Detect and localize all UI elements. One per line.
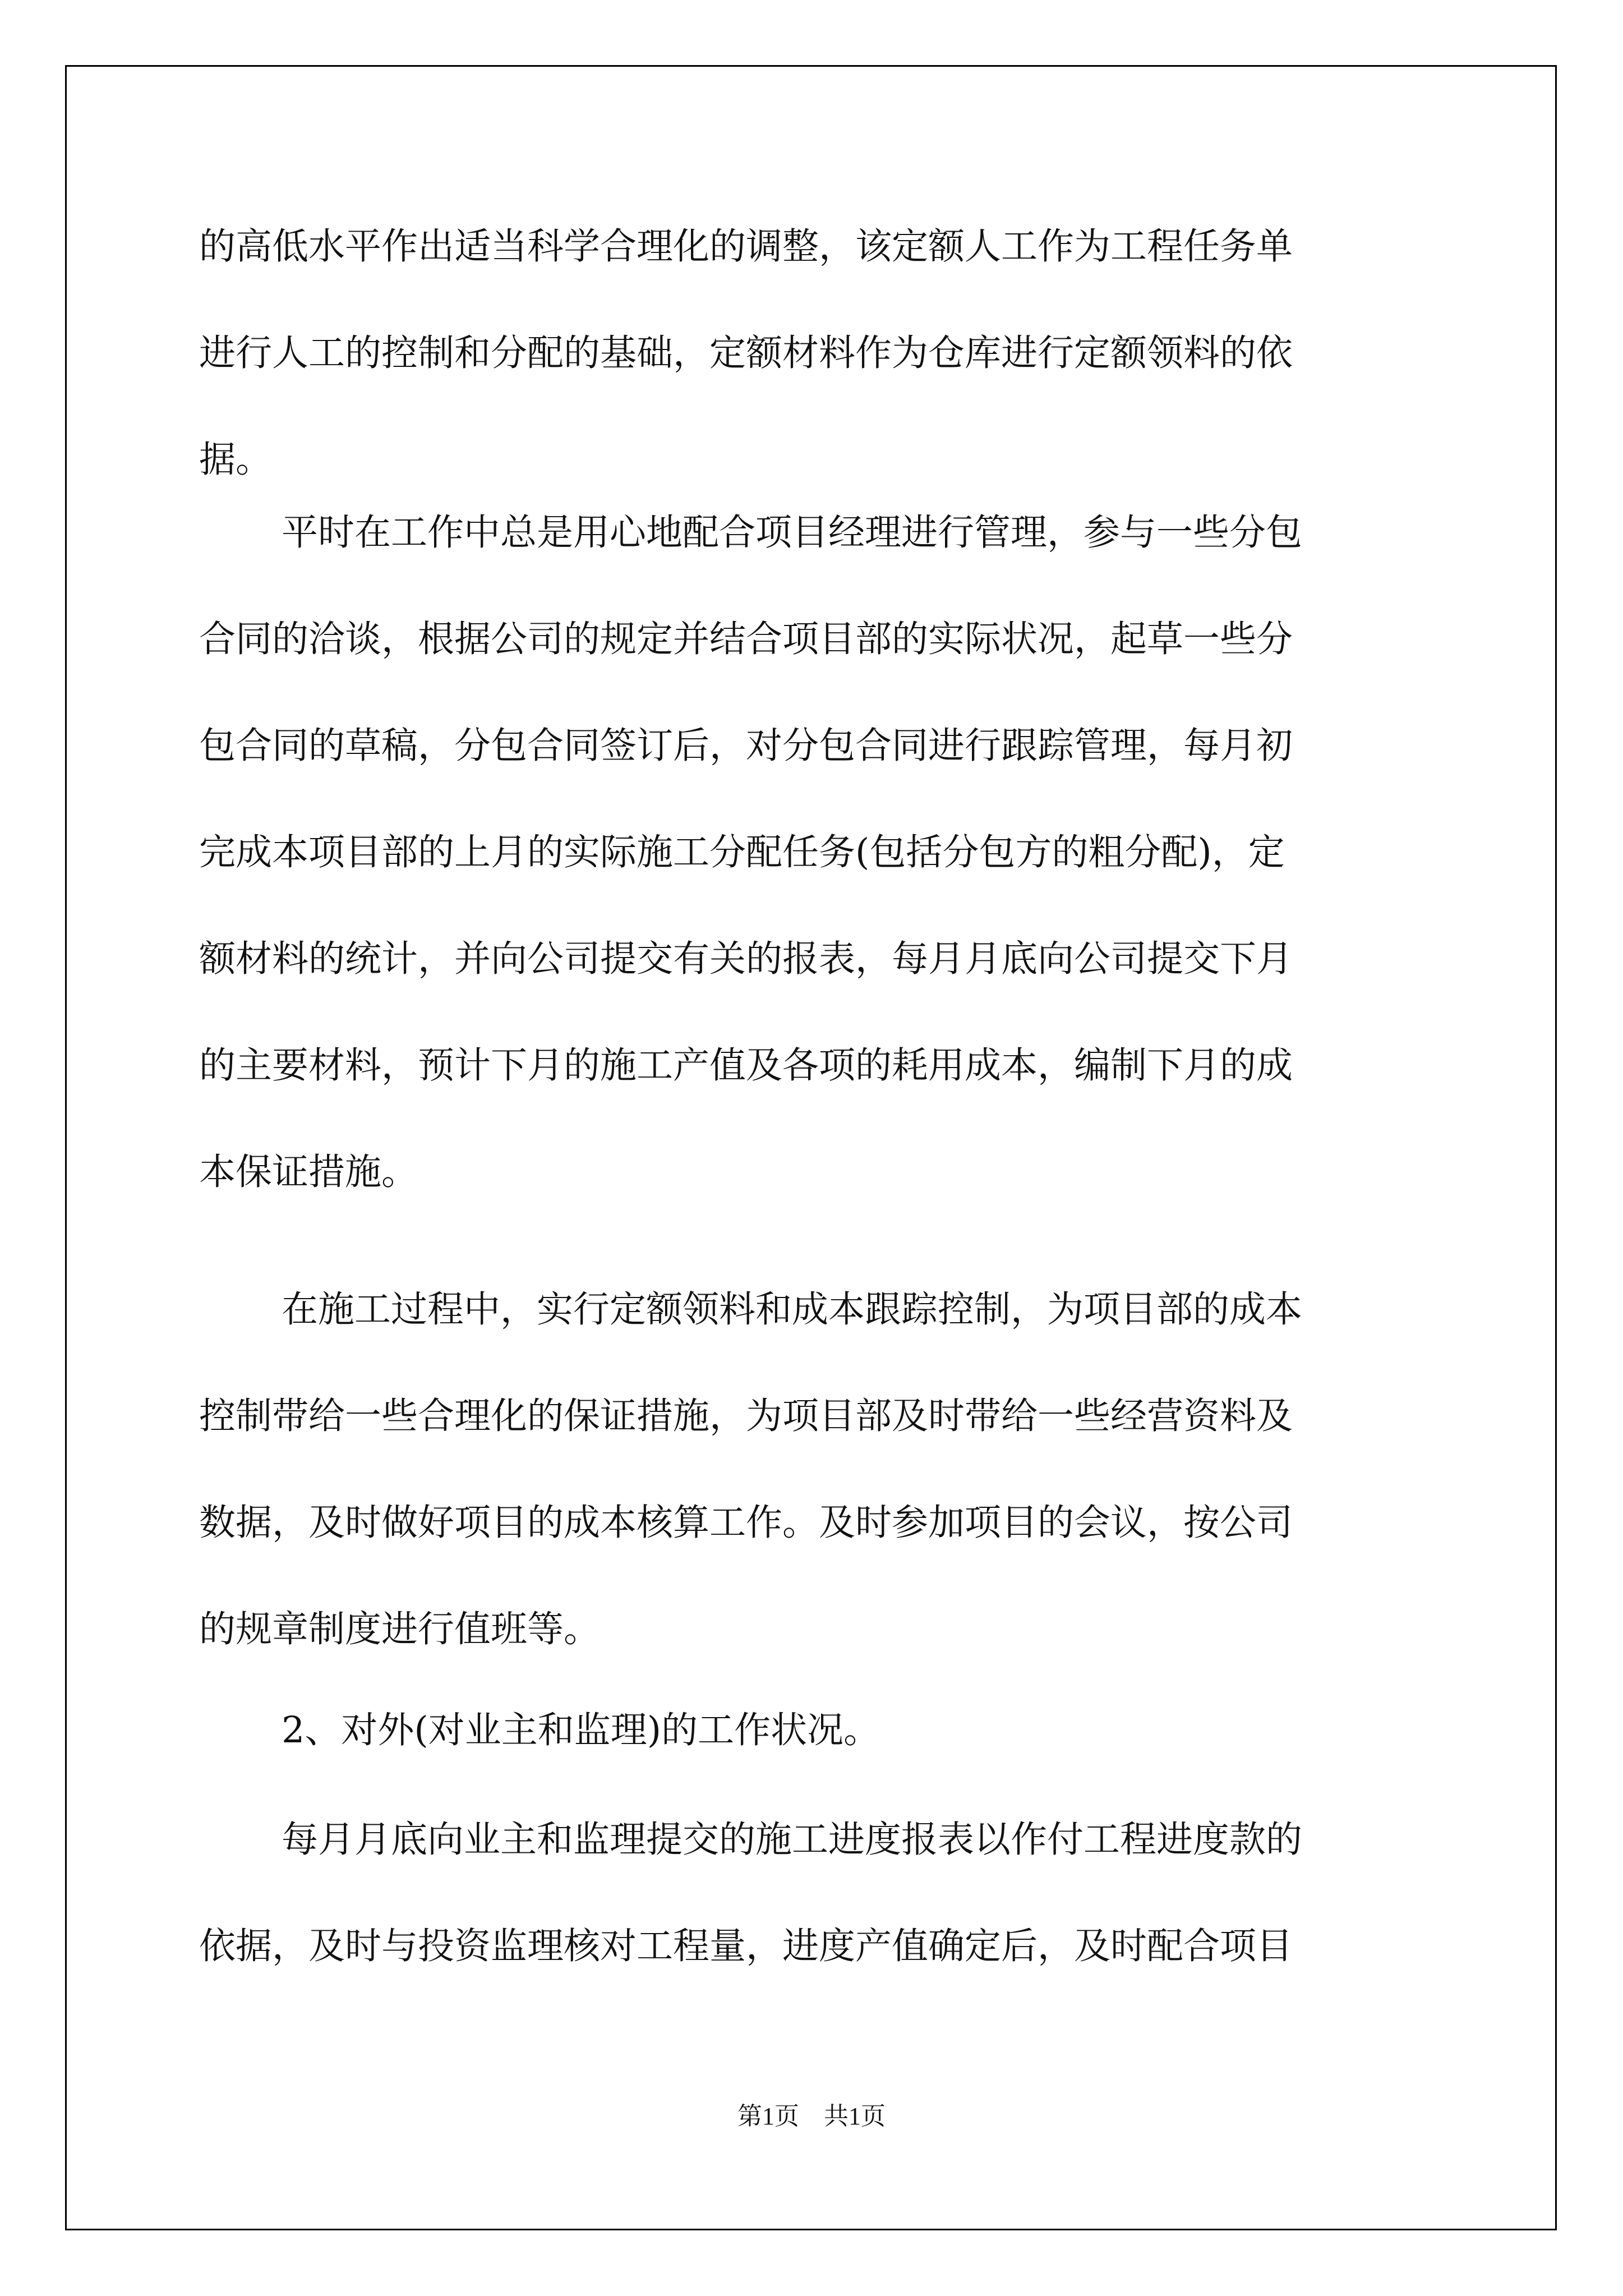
text-line: 包合同的草稿，分包合同签订后，对分包合同进行跟踪管理，每月初 bbox=[199, 725, 1293, 767]
page-number-footer: 第1页 共1页 bbox=[737, 2102, 886, 2130]
paragraph-start-line: 在施工过程中，实行定额领料和成本跟踪控制，为项目部的成本 bbox=[282, 1289, 1303, 1331]
text-line: 据。 bbox=[199, 439, 273, 481]
text-line: 的规章制度进行值班等。 bbox=[199, 1608, 601, 1650]
text-line: 数据，及时做好项目的成本核算工作。及时参加项目的会议，按公司 bbox=[199, 1502, 1293, 1544]
text-line: 完成本项目部的上月的实际施工分配任务(包括分包方的粗分配)，定 bbox=[199, 831, 1285, 873]
text-line: 的高低水平作出适当科学合理化的调整，该定额人工作为工程任务单 bbox=[199, 226, 1293, 268]
text-line: 进行人工的控制和分配的基础，定额材料作为仓库进行定额领料的依 bbox=[199, 332, 1293, 374]
paragraph-start-line: 平时在工作中总是用心地配合项目经理进行管理，参与一些分包 bbox=[282, 512, 1303, 554]
paragraph-start-line: 每月月底向业主和监理提交的施工进度报表以作付工程进度款的 bbox=[282, 1819, 1303, 1861]
section-heading: 2、对外(对业主和监理)的工作状况。 bbox=[282, 1709, 880, 1751]
text-line: 的主要材料，预计下月的施工产值及各项的耗用成本，编制下月的成 bbox=[199, 1045, 1293, 1087]
text-line: 额材料的统计，并向公司提交有关的报表，每月月底向公司提交下月 bbox=[199, 938, 1293, 980]
text-line: 依据，及时与投资监理核对工程量，进度产值确定后，及时配合项目 bbox=[199, 1925, 1293, 1967]
text-line: 合同的洽谈，根据公司的规定并结合项目部的实际状况，起草一些分 bbox=[199, 618, 1293, 660]
text-line: 本保证措施。 bbox=[199, 1151, 418, 1193]
text-line: 控制带给一些合理化的保证措施，为项目部及时带给一些经营资料及 bbox=[199, 1395, 1293, 1437]
